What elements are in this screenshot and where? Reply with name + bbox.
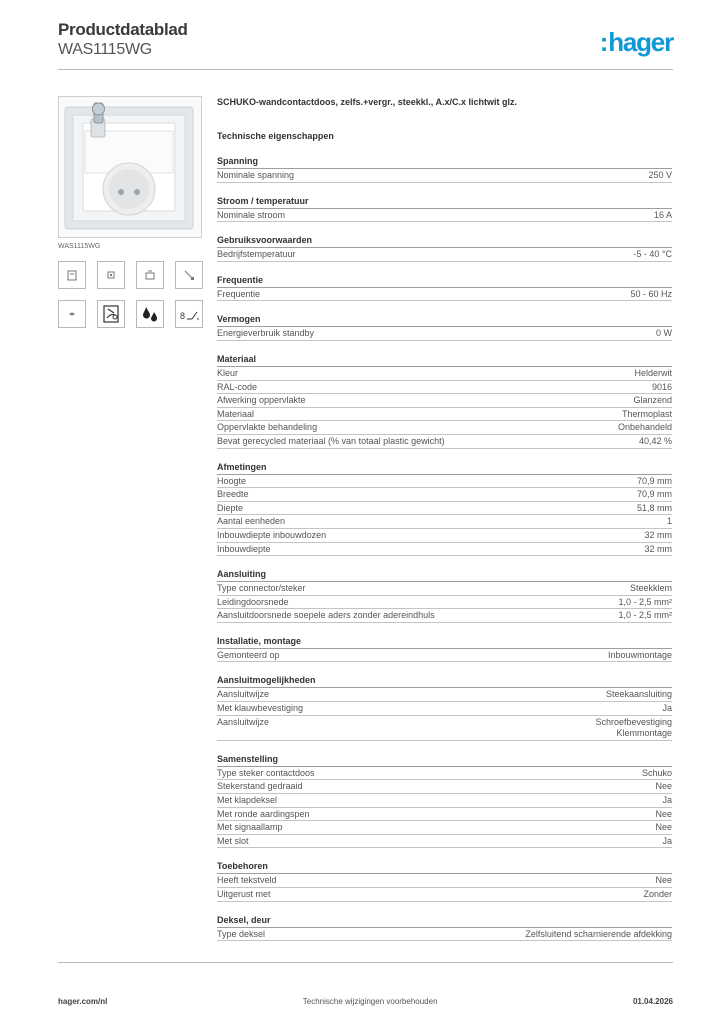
spec-label: Kleur [217,367,239,378]
spec-value: Nee [655,875,672,886]
section-title: Frequentie [217,274,672,288]
footer-disclaimer: Technische wijzigingen voorbehouden [302,997,438,1006]
spec-value: 250 V [648,170,672,180]
spec-row [217,835,672,849]
spec-row [217,248,672,262]
hager-logo: :hager [599,27,673,57]
spec-row [217,435,672,449]
spec-row [217,716,672,741]
spec-row [217,649,672,663]
spec-value: Nee [655,808,672,819]
product-code: WAS1115WG [58,41,152,58]
spec-row [217,288,672,302]
spec-row [217,327,672,341]
spec-row [217,582,672,596]
spec-label: Bevat gerecycled materiaal (% van totaal plastic gewicht) [217,435,445,446]
certification-icons [58,261,202,328]
section-title: Aansluiting [217,568,672,582]
spec-section [217,914,672,942]
spec-label: Aantal eenheden [217,516,286,527]
spec-label: Materiaal [217,408,255,419]
spec-label: Bedrijfstemperatuur [217,249,296,260]
spec-value: 0 W [655,328,672,339]
frame-icon [97,261,125,289]
water-drops-icon [136,300,164,328]
spec-value: 32 mm [644,529,672,540]
spec-value: Onbehandeld [617,422,672,433]
section-title: Toebehoren [217,860,672,874]
spec-label: Type deksel [217,928,266,939]
page-header [58,20,673,70]
spec-row [217,475,672,489]
spec-label: Leidingdoorsnede [217,596,289,607]
spec-value: 32 mm [644,543,672,554]
spec-section [217,313,672,341]
section-title: Samenstelling [217,753,672,767]
svg-text:8: 8 [180,311,186,321]
spec-row [217,688,672,702]
spec-value: Schuko [641,767,672,778]
spec-value: Glanzend [633,395,672,406]
spec-value: Inbouwmontage [607,649,672,660]
spec-row [217,408,672,422]
spec-section [217,353,672,449]
wiring-symbol-icon [58,300,86,328]
spec-row [217,596,672,610]
spec-value: Zelfsluitend scharnierende afdekking [525,928,672,939]
spec-row [217,529,672,543]
spec-label: Aansluitwijze [217,716,270,727]
product-description: SCHUKO-wandcontactdoos, zelfs.+vergr., steekkl., A.x/C.x lichtwit glz. [217,97,517,107]
section-title: Installatie, montage [217,635,672,649]
spec-label: Inbouwdiepte inbouwdozen [217,529,327,540]
spec-label: Aansluitdoorsnede soepele aders zonder adereindhuls [217,610,435,621]
spec-value: Ja [662,795,672,806]
spec-section [217,568,672,623]
spec-label: Met ronde aardingspen [217,808,310,819]
spec-value: Steekklem [629,583,672,594]
switch-symbol-icon [175,300,203,328]
spec-section [217,234,672,262]
spec-section [217,155,672,183]
spec-label: Met slot [217,835,249,846]
section-title: Stroom / temperatuur [217,195,672,209]
spec-section [217,635,672,663]
mounting-box-icon [136,261,164,289]
spec-section [217,274,672,302]
spec-value: 9016 [651,381,672,392]
spec-value: 16 A [653,209,672,220]
spec-label: Heeft tekstveld [217,875,277,886]
arrow-diagonal-icon [175,261,203,289]
spec-row [217,794,672,808]
footer-website: hager.com/nl [58,997,108,1006]
spec-row [217,488,672,502]
spec-value: Helderwit [634,367,672,378]
section-title: Deksel, deur [217,914,672,928]
spec-row [217,209,672,223]
spec-label: Afwerking oppervlakte [217,395,306,406]
technical-properties-title: Technische eigenschappen [217,131,334,141]
spec-section [217,674,672,740]
spec-label: Met klauwbevestiging [217,703,304,714]
spec-value: 50 - 60 Hz [630,288,672,299]
spec-row [217,169,672,183]
spec-value: Steekaansluiting [605,689,672,700]
spec-label: Energieverbruik standby [217,328,315,339]
spec-label: Uitgerust met [217,889,271,899]
spec-label: Oppervlakte behandeling [217,422,318,433]
spec-row [217,367,672,381]
spec-sections [217,155,672,941]
spec-value: 70,9 mm [636,475,672,486]
spec-value: Nee [655,822,672,833]
socket-outlet-image [59,97,201,237]
section-title: Aansluitmogelijkheden [217,674,672,688]
spec-row [217,702,672,716]
spec-value: 1,0 - 2,5 mm² [618,596,672,607]
section-title: Materiaal [217,353,672,367]
spec-label: Aansluitwijze [217,689,270,700]
product-image [58,96,202,238]
spec-label: Diepte [217,502,244,513]
spec-label: Type steker contactdoos [217,767,315,778]
spec-value: Ja [662,835,672,846]
spec-row [217,874,672,888]
section-title: Afmetingen [217,461,672,475]
spec-label: Gemonteerd op [217,649,280,660]
section-title: Vermogen [217,313,672,327]
spec-label: Hoogte [217,475,247,486]
section-title: Gebruiksvoorwaarden [217,234,672,248]
spec-value: Schroefbevestiging Klemmontage [595,716,672,739]
spec-area [217,96,672,953]
spec-label: Type connector/steker [217,583,306,594]
spec-label: Met signaallamp [217,822,283,833]
spec-row [217,609,672,623]
spec-value: 40,42 % [638,435,672,446]
surface-box-icon [58,261,86,289]
spec-section [217,860,672,901]
spec-row [217,821,672,835]
spec-value: Thermoplast [621,408,672,419]
spec-value: Nee [655,781,672,792]
spec-value: 1,0 - 2,5 mm² [618,610,672,621]
spec-value: Ja [662,703,672,714]
spec-row [217,888,672,902]
spec-row [217,502,672,516]
document-title: Productdatablad [58,20,188,39]
page-footer [58,962,673,1006]
spec-label: Nominale stroom [217,209,286,220]
spec-value: 1 [666,516,672,527]
spec-row [217,928,672,942]
hand-operation-icon [97,300,125,328]
spec-value: -5 - 40 °C [633,249,672,260]
spec-label: Frequentie [217,288,261,299]
spec-row [217,515,672,529]
spec-value: Zonder [643,889,672,899]
spec-row [217,808,672,822]
spec-section [217,461,672,557]
spec-section [217,195,672,223]
spec-label: Met klapdeksel [217,795,278,806]
image-caption: WAS1115WG [58,243,101,250]
spec-section [217,753,672,849]
spec-row [217,394,672,408]
spec-value: 70,9 mm [636,489,672,500]
spec-label: RAL-code [217,381,258,392]
spec-label: Inbouwdiepte [217,543,271,554]
spec-value: 51,8 mm [636,502,672,513]
footer-date: 01.04.2026 [632,997,673,1006]
spec-row [217,421,672,435]
spec-row [217,780,672,794]
spec-label: Stekerstand gedraaid [217,781,303,792]
section-title: Spanning [217,155,672,169]
spec-row [217,543,672,557]
spec-label: Nominale spanning [217,170,295,180]
spec-row [217,381,672,395]
spec-label: Breedte [217,489,249,500]
spec-row [217,767,672,781]
